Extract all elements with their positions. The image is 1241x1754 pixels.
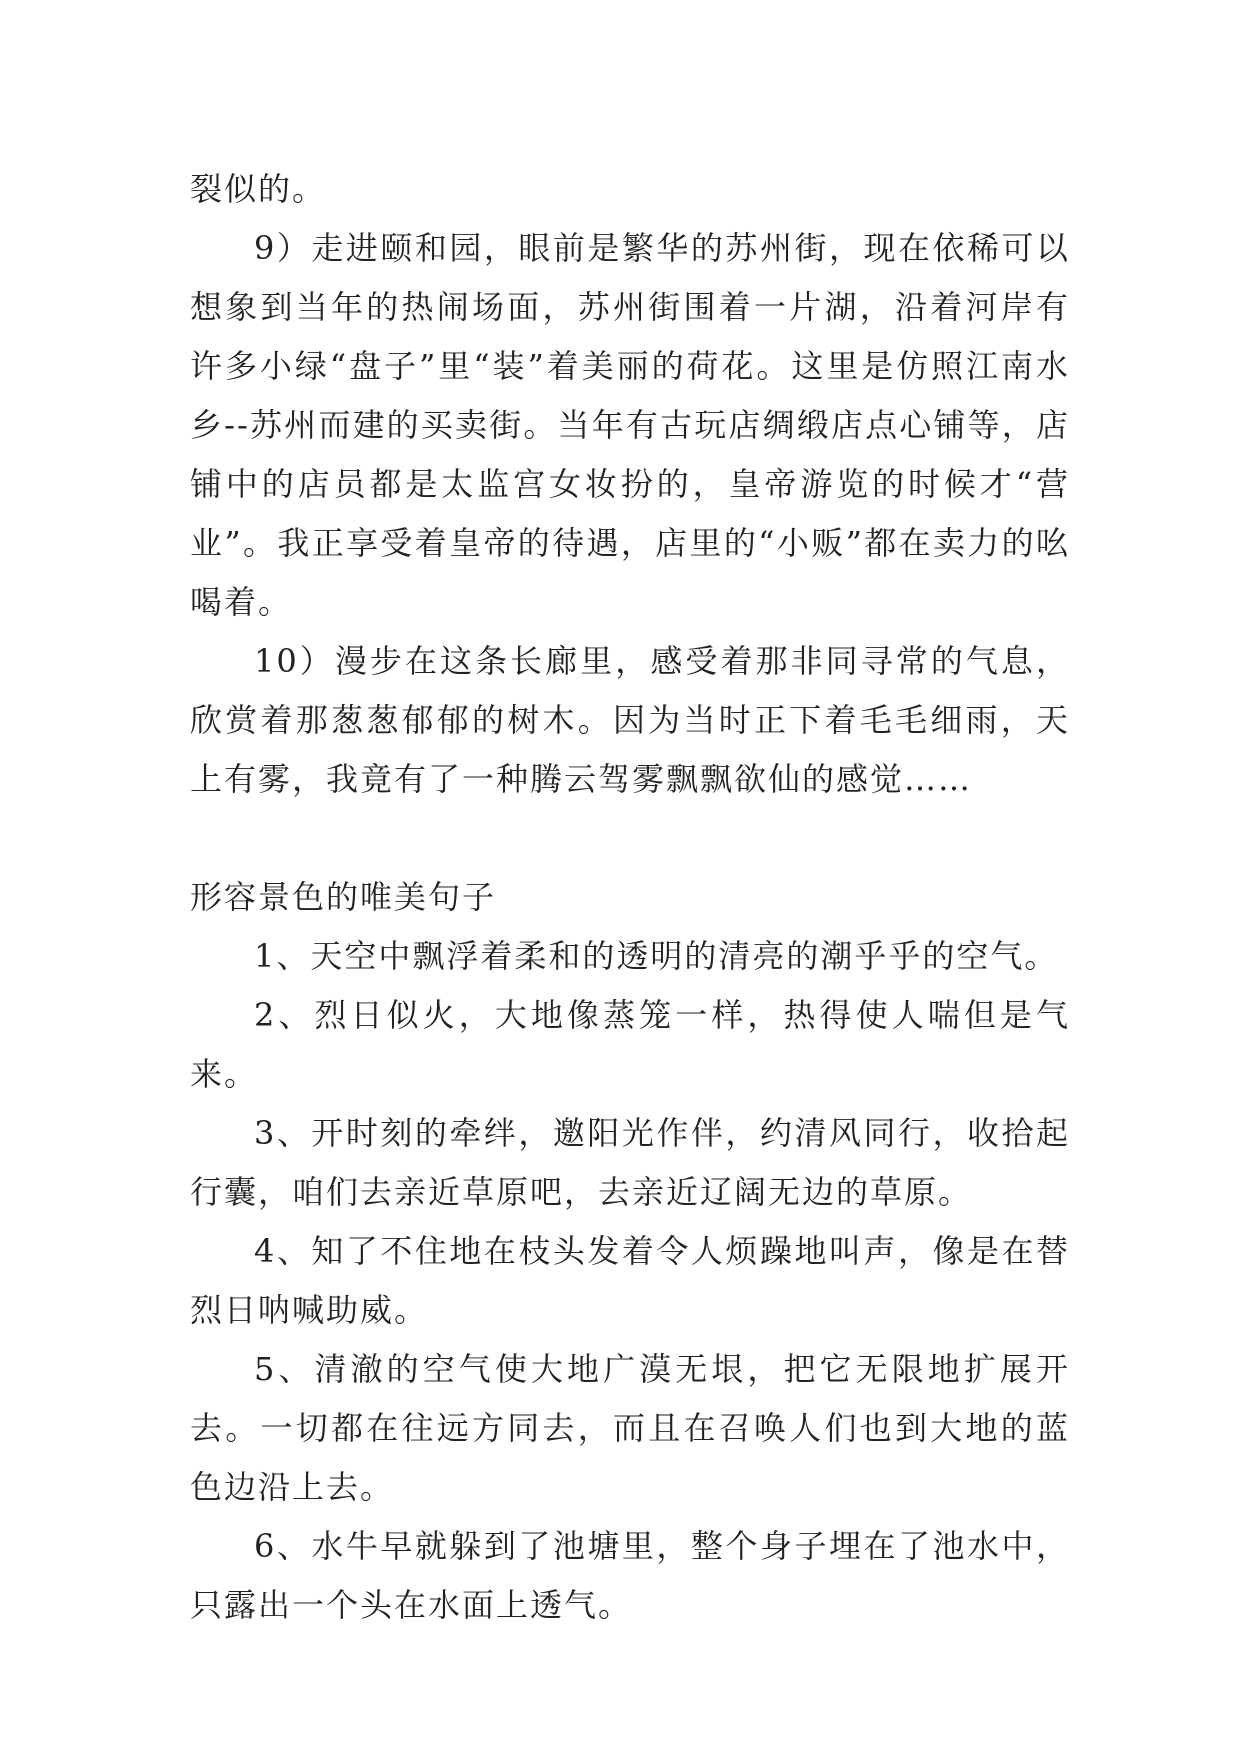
- paragraph-item-10: 10）漫步在这条长廊里，感受着那非同寻常的气息，欣赏着那葱葱郁郁的树木。因为当时正下着毛毛细雨，天上有雾，我竟有了一种腾云驾雾飘飘欲仙的感觉……: [190, 642, 1070, 798]
- list-item: 6、水牛早就躲到了池塘里，整个身子埋在了池水中，只露出一个头在水面上透气。: [190, 1527, 1070, 1624]
- section-heading: 形容景色的唯美句子: [190, 878, 497, 916]
- intro-fragment: 裂似的。: [190, 170, 327, 208]
- list-item: 2、烈日似火，大地像蒸笼一样，热得使人喘但是气来。: [190, 996, 1070, 1093]
- list-item: 4、知了不住地在枝头发着令人烦躁地叫声，像是在替烈日呐喊助威。: [190, 1232, 1070, 1329]
- list-item: 3、开时刻的牵绊，邀阳光作伴，约清风同行，收拾起行囊，咱们去亲近草原吧，去亲近辽阔无边的草原。: [190, 1114, 1070, 1211]
- text-body: [190, 160, 1070, 1635]
- list-item: 1、天空中飘浮着柔和的透明的清亮的潮乎乎的空气。: [254, 937, 1059, 975]
- list-item: 5、清澈的空气使大地广漠无垠，把它无限地扩展开去。一切都在往远方同去，而且在召唤人们也到大地的蓝色边沿上去。: [190, 1350, 1070, 1506]
- paragraph-item-9: 9）走进颐和园，眼前是繁华的苏州街，现在依稀可以想象到当年的热闹场面，苏州街围着一片湖，沿着河岸有许多小绿“盘子”里“装”着美丽的荷花。这里是仿照江南水乡--苏州而建的买卖街。当年有古玩店绸缎店点心铺等，店铺中的店员都是太监宫女妆扮的，皇帝游览的时候才“营业”。我正享受着皇帝的待遇，店里的“小贩”都在卖力的吆喝着。: [190, 229, 1070, 621]
